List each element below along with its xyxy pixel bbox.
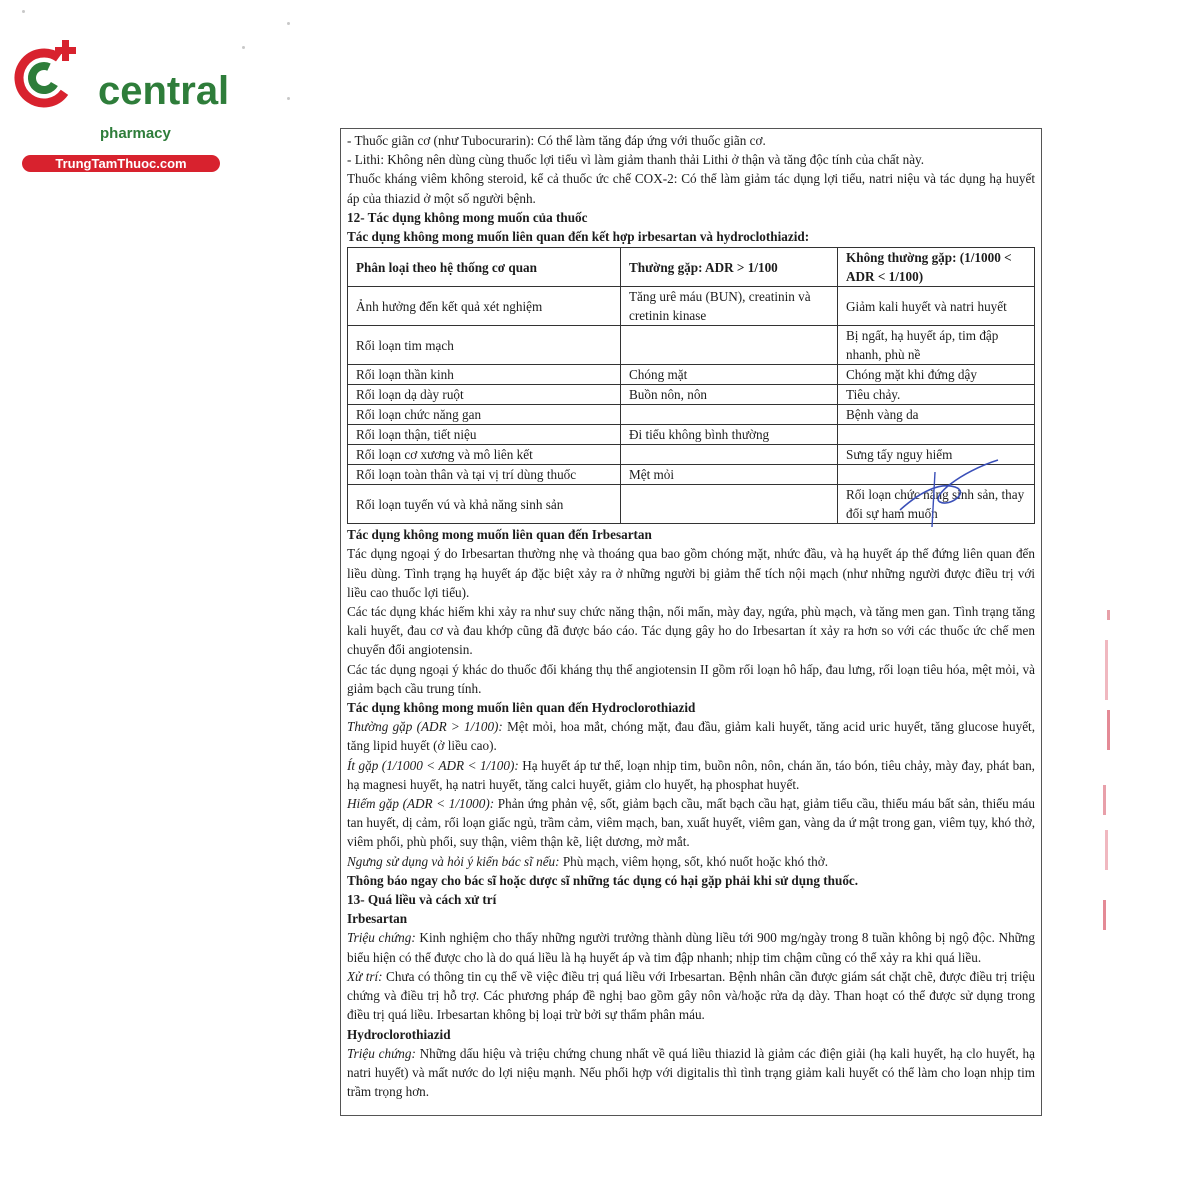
- notice: Thông báo ngay cho bác sĩ hoặc dược sĩ những tác dụng có hại gặp phải khi sử dụng thuốc.: [347, 872, 859, 888]
- table-cell: [621, 405, 838, 425]
- frequency-text: Mệt mỏi, hoa mắt, chóng mặt, đau đầu, giảm kali huyết, tăng acid uric huyết, tăng glucose huyết, tăng lipid huyết (ở liều cao).: [347, 719, 1036, 754]
- table-cell: Rối loạn chức năng sinh sản, thay đổi sự ham muốn: [838, 485, 1035, 524]
- table-cell: Rối loạn thần kinh: [348, 365, 621, 385]
- table-header-row: [348, 248, 1035, 287]
- frequency-label: Ít gặp (1/1000 < ADR < 1/100):: [347, 757, 519, 773]
- table-cell: [838, 425, 1035, 445]
- table-cell: Rối loạn cơ xương và mô liên kết: [348, 445, 621, 465]
- brand-tagline: pharmacy: [100, 125, 171, 142]
- paragraph: [347, 717, 1035, 755]
- brand-name: central: [98, 69, 230, 113]
- signature-mark: [880, 452, 1010, 532]
- symptom-label: Triệu chứng:: [347, 930, 416, 946]
- document-content: [347, 131, 1035, 1101]
- paragraph: [347, 756, 1035, 794]
- paragraph: Tác dụng ngoại ý do Irbesartan thường nhẹ và thoáng qua bao gồm chóng mặt, nhức đầu, và hạ huyết áp thế đứng liên quan đến liều dùng. Tình trạng hạ huyết áp đặc biệt xảy ra ở những người bị giảm thể tích nội mạch (như những người được điều trị với liều cao thuốc lợi tiểu).: [347, 546, 1035, 600]
- table-cell: Sưng tấy nguy hiểm: [838, 445, 1035, 465]
- paragraph: [347, 852, 1035, 871]
- paragraph: [347, 928, 1035, 966]
- table-cell: [621, 445, 838, 465]
- section-12-title: 12- Tác dụng không mong muốn của thuốc: [347, 209, 588, 225]
- paragraph: [347, 1044, 1035, 1102]
- paragraph: Các tác dụng ngoại ý khác do thuốc đối kháng thụ thể angiotensin II gồm rối loạn hô hấp, đau lưng, rối loạn tiêu hóa, mệt mỏi, và giảm bạch cầu trung tính.: [347, 661, 1035, 696]
- treatment-text: Chưa có thông tin cụ thể về việc điều trị quá liều với Irbesartan. Bệnh nhân cần được giám sát chặt chẽ, được điều trị triệu chứng và điều trị hỗ trợ. Các phương pháp đề nghị bao gồm gây nôn và/hoặc rửa dạ dày. Than hoạt có thể được sử dụng trong điều trị quá liều. Irbesartan không bị loại trừ bởi sự thẩm phân máu.: [347, 968, 1035, 1023]
- table-header: Phân loại theo hệ thống cơ quan: [348, 248, 621, 287]
- table-cell: Rối loạn chức năng gan: [348, 405, 621, 425]
- table-cell: Buồn nôn, nôn: [621, 385, 838, 405]
- table-cell: Giảm kali huyết và natri huyết: [838, 287, 1035, 326]
- frequency-text: Phù mạch, viêm họng, sốt, khó nuốt hoặc khó thở.: [559, 853, 829, 869]
- table-cell: Rối loạn dạ dày ruột: [348, 385, 621, 405]
- table-cell: Đi tiểu không bình thường: [621, 425, 838, 445]
- frequency-label: Ngưng sử dụng và hỏi ý kiến bác sĩ nếu:: [347, 853, 560, 869]
- frequency-text: Phản ứng phản vệ, sốt, giảm bạch cầu, mất bạch cầu hạt, giảm tiểu cầu, thiếu máu bất sản, thiếu máu tan huyết, dị cảm, rối loạn giấc ngủ, trầm cảm, viêm mạch, ban, xuất huyết, viêm gan, vàng da ứ mật trong gan, viêm tụy, khó thở, viêm phổi, phù phổi, suy thận, viêm thận kẽ, liệt dương, mờ mắt.: [347, 796, 1035, 850]
- table-cell: Mệt mỏi: [621, 465, 838, 485]
- text-line: - Thuốc giãn cơ (như Tubocurarin): Có thể làm tăng đáp ứng với thuốc giãn cơ.: [347, 133, 766, 148]
- red-stamp: [1095, 600, 1125, 940]
- irbesartan-heading: Tác dụng không mong muốn liên quan đến Irbesartan: [347, 527, 652, 543]
- document-page: [340, 128, 1042, 1116]
- table-cell: Rối loạn tuyến vú và khả năng sinh sản: [348, 485, 621, 524]
- combo-heading: Tác dụng không mong muốn liên quan đến kết hợp irbesartan và hydroclothiazid:: [347, 229, 810, 245]
- table-header: Không thường gặp: (1/1000 < ADR < 1/100): [838, 248, 1035, 287]
- text-line: Thuốc kháng viêm không steroid, kể cả thuốc ức chế COX-2: Có thể làm giảm tác dụng lợi tiểu, natri niệu và tác dụng hạ huyết áp của thiazid ở một số người bệnh.: [347, 171, 1035, 206]
- table-header: Thường gặp: ADR > 1/100: [621, 248, 838, 287]
- table-row: [348, 287, 1035, 326]
- table-row: [348, 326, 1035, 365]
- paragraph: [347, 794, 1035, 852]
- brand-website[interactable]: TrungTamThuoc.com: [22, 155, 220, 172]
- text-line: - Lithi: Không nên dùng cùng thuốc lợi tiểu vì làm giảm thanh thải Lithi ở thận và tăng độc tính của chất này.: [347, 152, 925, 168]
- hctz-subtitle: Hydroclorothiazid: [347, 1026, 451, 1042]
- central-pharmacy-logo[interactable]: [10, 38, 230, 171]
- table-cell: [621, 326, 838, 365]
- paragraph: [347, 967, 1035, 1025]
- table-row: [348, 405, 1035, 425]
- table-row: [348, 425, 1035, 445]
- table-cell: Rối loạn thận, tiết niệu: [348, 425, 621, 445]
- treatment-label: Xử trí:: [347, 968, 383, 984]
- symptom-text: Kinh nghiệm cho thấy những người trưởng thành dùng liều tới 900 mg/ngày trong 8 tuần không bị ngộ độc. Những biểu hiện có thể được cho là do quá liều là hạ huyết áp và tim đập nhanh; nhịp tim chậm cũng có thể xảy ra khi quá liều.: [347, 930, 1035, 965]
- symptom-text: Những dấu hiệu và triệu chứng chung nhất về quá liều thiazid là giảm các điện giải (hạ kali huyết, hạ clo huyết, hạ natri huyết) và mất nước do lợi niệu mạnh. Nếu phối hợp với digitalis thì tình trạng giảm kali huyết có thể làm cho loạn nhịp tim trầm trọng hơn.: [347, 1045, 1035, 1100]
- paragraph: Các tác dụng khác hiếm khi xảy ra như suy chức năng thận, nổi mẩn, mày đay, ngứa, phù mạch, và tăng men gan. Tình trạng tăng kali huyết, đau cơ và đau khớp cũng đã được báo cáo. Tác dụng gây ho do Irbesartan ít xảy ra hơn so với các thuốc ức chế men chuyển đổi angiotensin.: [347, 604, 1035, 658]
- frequency-text: Hạ huyết áp tư thế, loạn nhịp tim, buồn nôn, nôn, chán ăn, táo bón, tiêu chảy, mày đay, phát ban, hạ magnesi huyết, hạ natri huyết, tăng calci huyết, giảm clo huyết, hạ phosphat huyết.: [347, 757, 1035, 792]
- symptom-label: Triệu chứng:: [347, 1045, 416, 1061]
- frequency-label: Thường gặp (ADR > 1/100):: [347, 719, 503, 735]
- table-cell: Bệnh vàng da: [838, 405, 1035, 425]
- central-logo-icon: [10, 38, 85, 113]
- table-cell: Tăng urê máu (BUN), creatinin và cretinin kinase: [621, 287, 838, 326]
- table-cell: Rối loạn toàn thân và tại vị trí dùng thuốc: [348, 465, 621, 485]
- irbesartan-subtitle: Irbesartan: [347, 911, 408, 927]
- table-cell: Ảnh hưởng đến kết quả xét nghiệm: [348, 287, 621, 326]
- frequency-label: Hiếm gặp (ADR < 1/1000):: [347, 796, 495, 812]
- table-cell: Rối loạn tim mạch: [348, 326, 621, 365]
- table-cell: Chóng mặt khi đứng dậy: [838, 365, 1035, 385]
- table-cell: Tiêu chảy.: [838, 385, 1035, 405]
- table-cell: Chóng mặt: [621, 365, 838, 385]
- section-13-title: 13- Quá liều và cách xử trí: [347, 892, 497, 908]
- hctz-heading: Tác dụng không mong muốn liên quan đến Hydroclorothiazid: [347, 700, 696, 716]
- table-cell: Bị ngất, hạ huyết áp, tim đập nhanh, phù nề: [838, 326, 1035, 365]
- table-cell: [621, 485, 838, 524]
- table-row: [348, 365, 1035, 385]
- table-row: [348, 385, 1035, 405]
